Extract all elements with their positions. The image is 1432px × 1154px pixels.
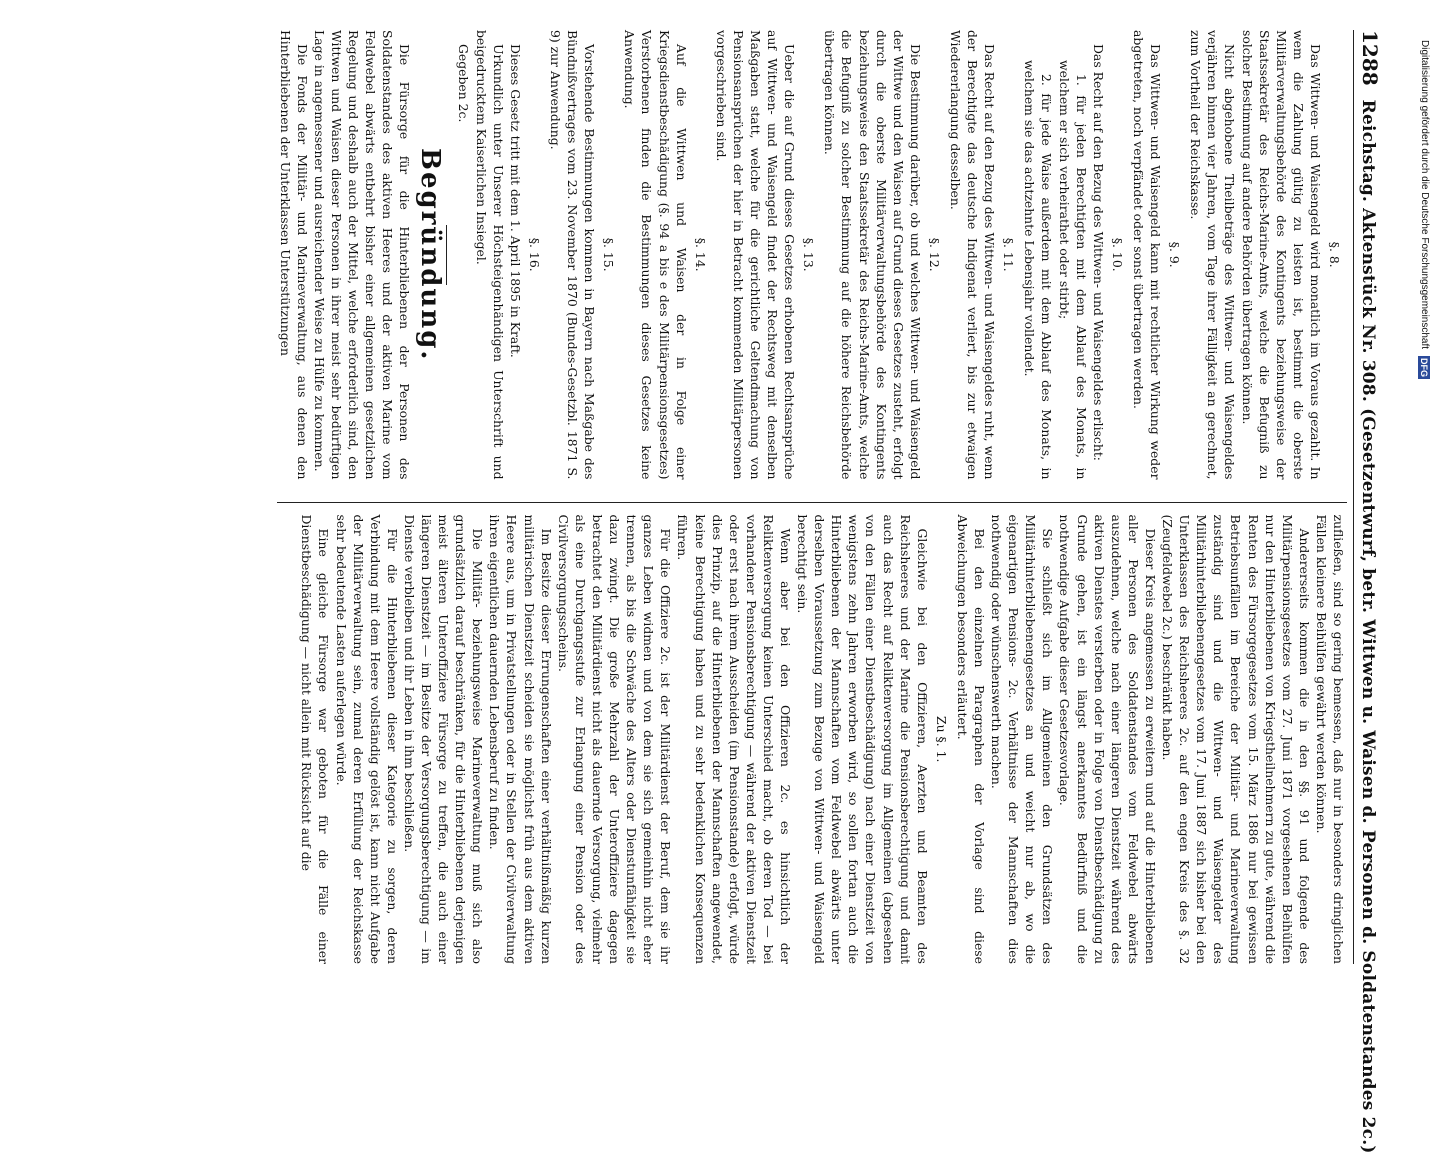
- paragraph: Dieser Kreis angemessen zu erweitern und auf die Hinterbliebenen aller Personen des Soldatenstandes vom Feldwebel abwärts auszudehnen, welche nach einer längeren Dienstzeit während des aktiven Dienstes versterben oder in Folge von Dienstbeschädigung zu Grunde gehen, ist ein längst anerkanntes Bedürfniß und die nothwendige Aufgabe dieser Gesetzesvorlage.: [1057, 514, 1158, 964]
- paragraph: Das Wittwen- und Waisengeld kann mit rechtlicher Wirkung weder abgetreten, noch verpfändet oder sonst übertragen werden.: [1130, 30, 1164, 480]
- page-number: 1288: [1358, 30, 1382, 86]
- paragraph: Bei den einzelnen Paragraphen der Vorlage sind diese Abweichungen besonders erläutert.: [954, 514, 988, 964]
- right-column: [277, 502, 1347, 965]
- section-heading: Zu §. 1.: [933, 716, 949, 763]
- paragraph: Eine gleiche Fürsorge war geboten für die Fälle einer Dienstbeschädigung — nicht allein mit Rücksicht auf die: [299, 514, 332, 964]
- paragraph: Die Militär- beziehungsweise Marineverwaltung muß sich also grundsätzlich darauf beschränken, für die Hinterbliebenen derjenigen meist älteren Unteroffiziere Fürsorge zu treffen, die auch einer längeren Dienstzeit — im Besitze der Versorgungsberechtigung — im Dienste verbleiben und ihr Leben in ihm beschließen.: [401, 514, 486, 964]
- paragraph: Wenn aber bei den Offizieren 2c. es hinsichtlich der Reliktenversorgung keinen Unterschied macht, ob deren Tod — bei vorhandener Pensionsberechtigung — während der aktiven Dienstzeit oder erst nach ihrem Ausscheiden (im Pensionsstande) erfolgt, würde dies Prinzip, auf die Hinterbliebenen der Mannschaften angewendet, keine Berechtigung haben und zu sehr bedenklichen Konsequenzen führen.: [675, 514, 793, 964]
- section-heading: §. 10.: [1109, 237, 1125, 272]
- paragraph: Auf die Wittwen und Waisen der in Folge einer Kriegsdienstbeschädigung (§. 94 a bis e des Militärpensionsgesetzes) Verstorbenen finden die Bestimmungen dieses Gesetzes keine Anwendung.: [622, 30, 689, 480]
- paragraph: Andererseits kommen die in den §§. 91 und folgende des Militärpensionsgesetzes vom 27. Juni 1871 vorgesehenen Beihülfen nur den Hinterbliebenen von Kriegstheilnehmern zu gute, während die Renten des Fürsorgegesetzes vom 15. März 1886 nur bei gewissen Betriebsunfällen im Bereiche der Militär- und Marineverwaltung zuständig sind und die Wittwen- und Waisengelder des Militärhinterbliebenengesetzes vom 17. Juni 1887 sich bisher bei den Unterklassen des Reichsheeres 2c. auf den engen Kreis des §. 32 (Zeugfeldwebel 2c.) beschränkt haben.: [1160, 514, 1312, 964]
- paragraph: Für die Hinterbliebenen dieser Kategorie zu sorgen, deren Verbindung mit dem Heere vollständig gelöst ist, kann nicht Aufgabe der Militärverwaltung sein, zumal deren Erfüllung der Reichskasse sehr bedeutende Lasten auferlegen würde.: [333, 514, 400, 964]
- paragraph: Das Recht auf den Bezug des Wittwen- und Waisengeldes ruht, wenn der Berechtigte das deutsche Indigenat verliert, bis zur etwaigen Wiedererlangung desselben.: [948, 30, 998, 480]
- paragraph: Gegeben 2c.: [456, 44, 472, 123]
- dfg-logo: DFG: [1419, 357, 1429, 377]
- paragraph: Dieses Gesetz tritt mit dem 1. April 1895 in Kraft.: [507, 44, 523, 358]
- digitization-note: [1418, 40, 1430, 379]
- section-heading: §. 13.: [801, 237, 817, 272]
- section-heading: §. 9.: [1167, 241, 1183, 268]
- text-columns: [277, 30, 1347, 964]
- paragraph: Die Fürsorge für die Hinterbliebenen der Personen des Soldatenstandes des aktiven Heeres und der aktiven Marine vom Feldwebel abwärts entbehrt bisher einer allgemeinen gesetzlichen Regelung und deshalb auch der Mittel, welche erforderlich sind, den Wittwen und Waisen dieser Personen in ihrer meist sehr bedürftigen Lage in angemessener und ausreichender Weise zu Hülfe zu kommen.: [311, 30, 413, 480]
- left-column: [277, 30, 1347, 480]
- section-heading: §. 15.: [601, 237, 617, 272]
- page-title: Reichstag. Aktenstück Nr. 308. (Gesetzentwurf, betr. Wittwen u. Waisen d. Personen d. Soldatenstandes 2c.): [1358, 99, 1378, 1154]
- paragraph: Die Bestimmung darüber, ob und welches Wittwen- und Waisengeld der Wittwe und den Waisen auf Grund dieses Gesetzes zusteht, erfolgt durch die oberste Militärverwaltungsbehörde des Kontingents beziehungsweise den Staatssekretär des Reichs-Marine-Amts, welche die Befugniß zu solcher Bestimmung auf die höhere Reichsbehörde übertragen können.: [822, 30, 923, 480]
- paragraph: Nicht abgehobene Theilbeträge des Wittwen- und Waisengeldes verjähren binnen vier Jahren, vom Tage ihrer Fälligkeit an gerechnet, zum Vortheil der Reichskasse.: [1188, 30, 1238, 480]
- paragraph: Das Recht auf den Bezug des Wittwen- und Waisengeldes erlischt:: [1090, 44, 1106, 461]
- paragraph: zufließen, sind so gering bemessen, daß nur in besonders dringlichen Fällen kleinere Beihülfen gewährt werden können.: [1313, 514, 1346, 964]
- paragraph: Gleichwie bei den Offizieren, Aerzten und Beamten des Reichsheeres und der Marine die Pensionsberechtigung und damit auch das Recht auf Reliktenversorgung im Allgemeinen (abgesehen von den Fällen einer Dienstbeschädigung) nach einer Dienstzeit von wenigstens zehn Jahren erworben wird, so sollen fortan auch die Hinterbliebenen der Mannschaften vom Feldwebel abwärts unter derselben Voraussetzung zum Bezuge von Wittwen- und Waisengeld berechtigt sein.: [795, 514, 930, 964]
- list-item: 1. für jeden Berechtigten mit dem Ablauf des Monats, in welchem er sich verheirathet oder stirbt;: [1056, 60, 1089, 480]
- paragraph: Im Besitze dieser Errungenschaften einer verhältnißmäßig kurzen militärischen Dienstzeit scheiden sie möglichst früh aus dem aktiven Heere aus, um in Privatstellungen oder in Stellen der Civilverwaltung ihren eigentlichen dauernden Lebensberuf zu finden.: [487, 514, 554, 964]
- digitization-text: Digitalisierung gefördert durch die Deutsche Forschungsgemeinschaft: [1419, 40, 1430, 350]
- page-header: [1353, 30, 1382, 1154]
- list-item: 2. für jede Waise außerdem mit dem Ablauf des Monats, in welchem sie das achtzehnte Lebensjahr vollendet.: [1022, 60, 1055, 480]
- paragraph: Für die Offiziere 2c. ist der Militärdienst der Beruf, dem sie ihr ganzes Leben widmen und von dem sie sich gemeinhin nicht eher trennen, als bis die Schwäche des Alters oder Dienstunfähigkeit sie dazu zwingt. Die große Mehrzahl der Unteroffiziere dagegen betrachtet den Militärdienst nicht als dauernde Versorgung, vielmehr als eine Durchgangsstufe zur Erlangung einer Pension oder des Civilversorgungsscheins.: [555, 514, 674, 964]
- paragraph: Vorstehende Bestimmungen kommen in Bayern nach Maßgabe des Bündnißvertrages vom 23. November 1870 (Bundes-Gesetzbl. 1871 S. 9) zur Anwendung.: [547, 30, 598, 480]
- section-heading: §. 12.: [926, 237, 942, 272]
- section-heading: §. 16.: [526, 237, 542, 272]
- section-heading: §. 8.: [1327, 241, 1342, 268]
- paragraph: Sie schließt sich im Allgemeinen den Grundsätzen des Militärhinterbliebenengesetzes an und weicht nur ab, wo die eigenartigen Pensions- 2c. Verhältnisse der Mannschaften dies nothwendig oder wünschenswerth machen.: [989, 514, 1056, 964]
- paragraph: Ueber die auf Grund dieses Gesetzes erhobenen Rechtsansprüche auf Wittwen- und Waisengeld findet der Rechtsweg mit denselben Maßgaben statt, welche für die gerichtliche Geltendmachung von Pensionsansprüchen der hier in Betracht kommenden Militärpersonen vorgeschrieben sind.: [713, 30, 798, 480]
- section-heading: §. 11.: [1001, 237, 1017, 272]
- paragraph: Die Fonds der Militär- und Marineverwaltung, aus denen den Hinterbliebenen der Unterklassen Unterstützungen: [277, 30, 310, 480]
- divider: [446, 225, 447, 285]
- section-title: Begründung.: [415, 148, 446, 362]
- paragraph: Urkundlich unter Unserer Höchsteigenhändigen Unterschrift und beigedrucktem Kaiserlichen Insiegel.: [473, 30, 506, 480]
- paragraph: Das Wittwen- und Waisengeld wird monatlich im Voraus gezahlt. In wem die Zahlung gültig zu leisten ist, bestimmt die oberste Militärverwaltungsbehörde des Kontingents beziehungsweise der Staatssekretär des Reichs-Marine-Amts, welche die Befugniß zu solcher Bestimmung auf andere Behörden übertragen können.: [1239, 30, 1323, 480]
- section-heading: §. 14.: [692, 237, 708, 272]
